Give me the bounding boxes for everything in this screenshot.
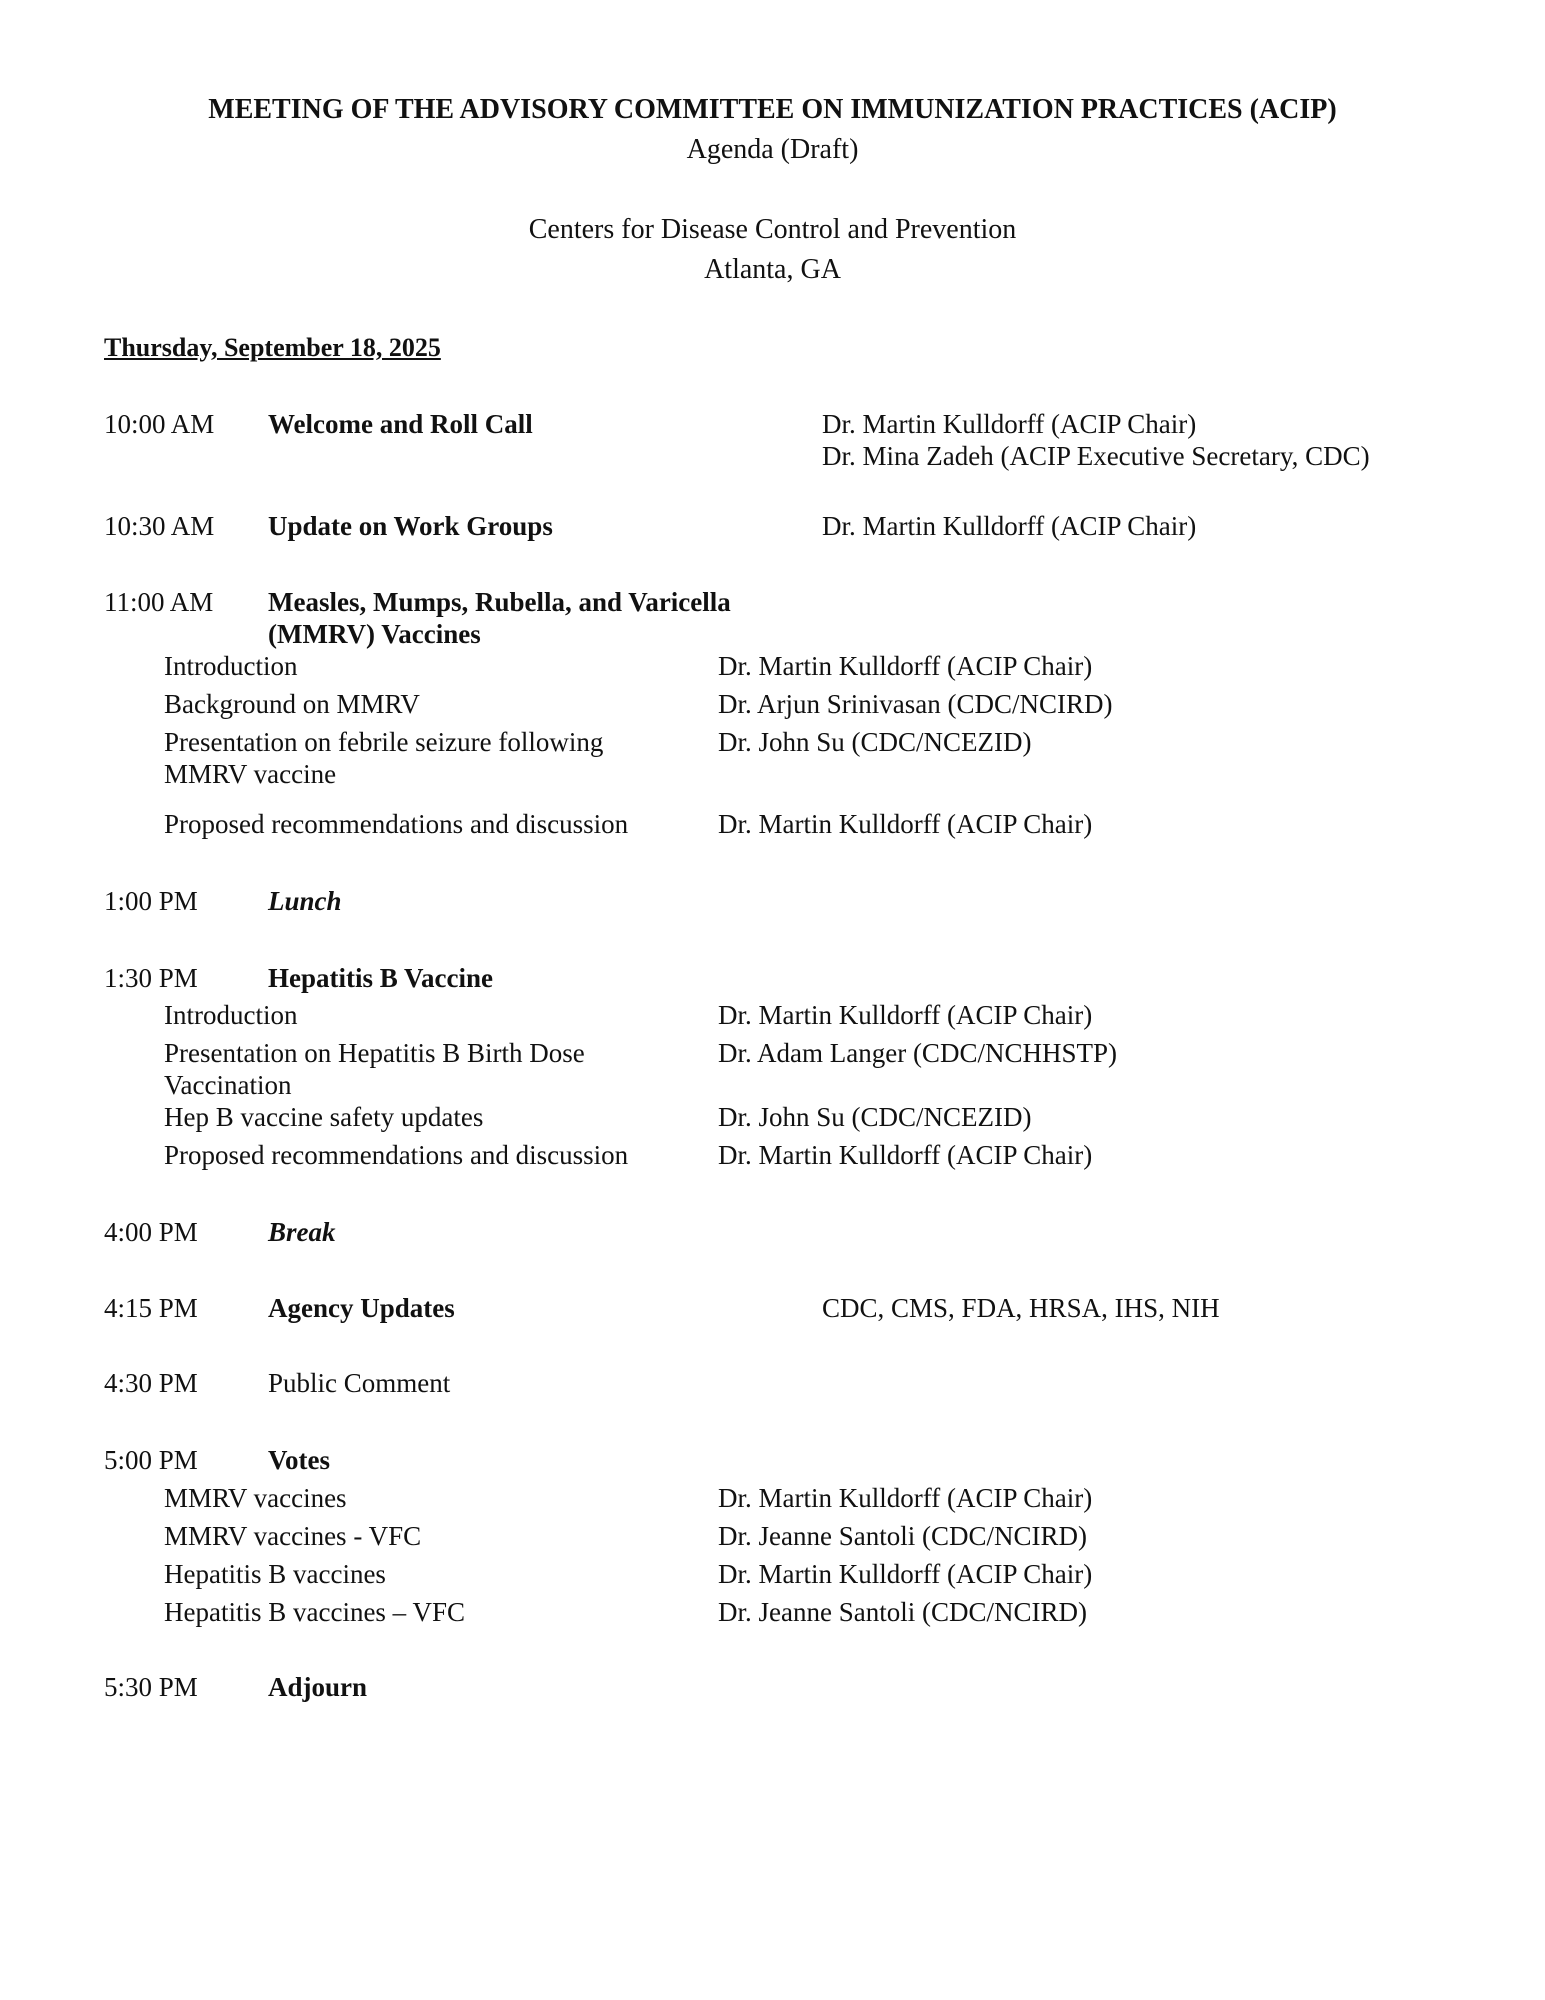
item-topic: Hepatitis B vaccines – VFC [164,1597,465,1627]
item-presenter: Dr. John Su (CDC/NCEZID) [718,727,1032,757]
item-presenter: Dr. Adam Langer (CDC/NCHHSTP) [718,1038,1117,1068]
item-topic: MMRV vaccines - VFC [164,1521,422,1551]
session-title: Adjourn [268,1672,368,1702]
item-presenter: Dr. Jeanne Santoli (CDC/NCIRD) [718,1521,1087,1551]
session-title: Break [268,1217,336,1247]
session-title: Update on Work Groups [268,511,553,541]
item-topic: Hepatitis B vaccines [164,1559,386,1589]
session-time: 11:00 AM [104,587,214,617]
item-topic: MMRV vaccines [164,1483,347,1513]
item-topic: Background on MMRV [164,689,420,719]
item-topic: Proposed recommendations and discussion [164,1140,629,1170]
item-topic: Hep B vaccine safety updates [164,1102,484,1132]
session-presenter: Dr. Martin Kulldorff (ACIP Chair) [822,511,1197,541]
item-presenter: Dr. Martin Kulldorff (ACIP Chair) [718,809,1093,839]
session-title: Public Comment [268,1368,451,1398]
session-title: Agency Updates [268,1293,455,1323]
item-topic: Proposed recommendations and discussion [164,809,629,839]
session-time: 10:30 AM [104,511,215,541]
session-time: 10:00 AM [104,409,215,439]
session-time: 5:30 PM [104,1672,198,1702]
session-title: Lunch [268,886,342,916]
session-presenter: Dr. Mina Zadeh (ACIP Executive Secretary, CDC) [822,441,1370,471]
item-topic: Introduction [164,1000,298,1030]
document-title: MEETING OF THE ADVISORY COMMITTEE ON IMMUNIZATION PRACTICES (ACIP) [208,94,1337,125]
item-presenter: Dr. Arjun Srinivasan (CDC/NCIRD) [718,689,1113,719]
location: Atlanta, GA [704,254,841,285]
session-title: Hepatitis B Vaccine [268,963,494,993]
session-time: 4:00 PM [104,1217,198,1247]
session-time: 4:30 PM [104,1368,198,1398]
item-presenter: Dr. Martin Kulldorff (ACIP Chair) [718,1140,1093,1170]
session-time: 5:00 PM [104,1445,198,1475]
item-presenter: Dr. Martin Kulldorff (ACIP Chair) [718,1483,1093,1513]
session-presenter: Dr. Martin Kulldorff (ACIP Chair) [822,409,1197,439]
organization: Centers for Disease Control and Prevention [528,214,1017,245]
session-presenter: CDC, CMS, FDA, HRSA, IHS, NIH [822,1293,1220,1323]
session-time: 4:15 PM [104,1293,198,1323]
session-time: 1:30 PM [104,963,198,993]
document-subtitle: Agenda (Draft) [686,134,859,165]
item-topic: Introduction [164,651,298,681]
meeting-date: Thursday, September 18, 2025 [104,333,441,362]
item-topic: Presentation on febrile seizure following MMRV vaccine [164,727,604,789]
item-presenter: Dr. Jeanne Santoli (CDC/NCIRD) [718,1597,1087,1627]
item-presenter: Dr. John Su (CDC/NCEZID) [718,1102,1032,1132]
session-title: Votes [268,1445,331,1475]
item-presenter: Dr. Martin Kulldorff (ACIP Chair) [718,1000,1093,1030]
item-topic: Presentation on Hepatitis B Birth Dose Vaccination [164,1038,585,1100]
session-title: Measles, Mumps, Rubella, and Varicella (MMRV) Vaccines [268,587,731,649]
item-presenter: Dr. Martin Kulldorff (ACIP Chair) [718,1559,1093,1589]
session-time: 1:00 PM [104,886,198,916]
item-presenter: Dr. Martin Kulldorff (ACIP Chair) [718,651,1093,681]
session-title: Welcome and Roll Call [268,409,533,439]
